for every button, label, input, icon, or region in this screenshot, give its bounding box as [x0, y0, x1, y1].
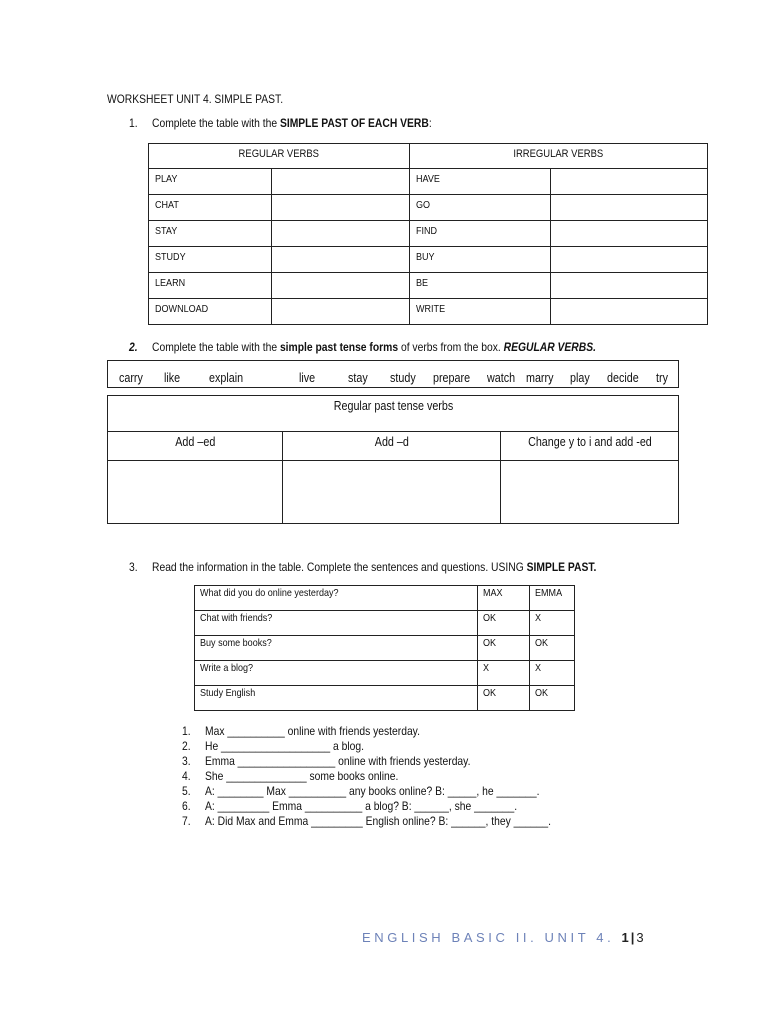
table-row: [195, 686, 575, 711]
page-number: 1: [621, 930, 631, 945]
sentence-item[interactable]: He ___________________ a blog.: [205, 739, 364, 753]
table-cell: X: [535, 612, 542, 624]
table-row: [149, 299, 708, 325]
table-header-cell: MAX: [483, 587, 503, 599]
verb-word: watch: [487, 371, 516, 385]
column-header-add-ed: Add –ed: [108, 432, 283, 461]
table-row: [149, 273, 708, 299]
table-cell: Buy some books?: [200, 637, 272, 649]
regular-past-table: [107, 395, 679, 524]
answer-cell[interactable]: [551, 169, 708, 195]
answer-cell[interactable]: [551, 299, 708, 325]
table-row: [149, 195, 708, 221]
sentence-number: 6.: [182, 799, 191, 813]
table-cell: OK: [483, 637, 497, 649]
verb-word: play: [570, 371, 590, 385]
page-total: 3: [636, 930, 645, 945]
irregular-verb: WRITE: [416, 303, 446, 315]
table-cell: OK: [535, 687, 549, 699]
online-activities-table: [194, 585, 575, 711]
sentence-number: 2.: [182, 739, 191, 753]
verb-word: stay: [348, 371, 368, 385]
answer-cell[interactable]: [272, 299, 410, 325]
answer-cell[interactable]: [551, 247, 708, 273]
table-cell: OK: [483, 612, 497, 624]
verb-word: marry: [526, 371, 554, 385]
answer-cell[interactable]: [551, 221, 708, 247]
table-cell: OK: [535, 637, 549, 649]
answer-cell[interactable]: [272, 221, 410, 247]
sentence-item[interactable]: A: Did Max and Emma _________ English online? B: ______, they ______.: [205, 814, 551, 828]
table-cell: Study English: [200, 687, 256, 699]
table-cell: OK: [483, 687, 497, 699]
irregular-verb: HAVE: [416, 173, 440, 185]
answer-cell[interactable]: [551, 273, 708, 299]
section2-number: 2.: [129, 340, 138, 354]
table-cell: Chat with friends?: [200, 612, 273, 624]
table-row: [149, 169, 708, 195]
table-cell: X: [535, 662, 542, 674]
column-header-add-d: Add –d: [283, 432, 501, 461]
regular-verb: PLAY: [155, 173, 178, 185]
irregular-verb: BUY: [416, 251, 435, 263]
answer-cell[interactable]: [501, 461, 679, 524]
answer-cell[interactable]: [272, 169, 410, 195]
table-row: [149, 247, 708, 273]
sentence-item[interactable]: A: _________ Emma __________ a blog? B: ______, she _______.: [205, 799, 518, 813]
verb-word: live: [299, 371, 316, 385]
irregular-verb: FIND: [416, 225, 438, 237]
table-row: [195, 636, 575, 661]
verb-word: study: [390, 371, 416, 385]
answer-cell[interactable]: [108, 461, 283, 524]
sentence-item[interactable]: Max __________ online with friends yesterday.: [205, 724, 420, 738]
section1-number: 1.: [129, 116, 138, 130]
answer-cell[interactable]: [272, 273, 410, 299]
regular-verb: LEARN: [155, 277, 186, 289]
section3-instruction: Read the information in the table. Complete the sentences and questions. USING SIMPLE PAST.: [152, 560, 597, 574]
sentence-number: 1.: [182, 724, 191, 738]
verb-word: explain: [209, 371, 244, 385]
regular-verbs-header: REGULAR VERBS: [149, 144, 410, 169]
section3-number: 3.: [129, 560, 138, 574]
verb-word: like: [164, 371, 181, 385]
answer-cell[interactable]: [272, 195, 410, 221]
section2-instruction: Complete the table with the simple past tense forms of verbs from the box. REGULAR VERBS.: [152, 340, 596, 354]
answer-cell[interactable]: [272, 247, 410, 273]
table-row: [195, 611, 575, 636]
answer-cell[interactable]: [551, 195, 708, 221]
page-separator: |: [630, 930, 637, 945]
verb-word: prepare: [433, 371, 471, 385]
regular-verb: STAY: [155, 225, 178, 237]
sentence-number: 7.: [182, 814, 191, 828]
sentence-item[interactable]: Emma _________________ online with friends yesterday.: [205, 754, 471, 768]
section1-instruction: Complete the table with the SIMPLE PAST OF EACH VERB:: [152, 116, 432, 130]
sentence-number: 3.: [182, 754, 191, 768]
answer-cell[interactable]: [283, 461, 501, 524]
sentence-number: 4.: [182, 769, 191, 783]
worksheet-title: WORKSHEET UNIT 4. SIMPLE PAST.: [107, 92, 284, 106]
sentence-item[interactable]: A: ________ Max __________ any books online? B: _____, he _______.: [205, 784, 540, 798]
verb-word: try: [656, 371, 668, 385]
regular-verb: DOWNLOAD: [155, 303, 209, 315]
verb-word-box: [107, 360, 679, 388]
sentence-item[interactable]: She ______________ some books online.: [205, 769, 399, 783]
verb-word: decide: [607, 371, 639, 385]
table-cell: Write a blog?: [200, 662, 254, 674]
table-cell: X: [483, 662, 490, 674]
irregular-verbs-header: IRREGULAR VERBS: [410, 144, 708, 169]
sentence-number: 5.: [182, 784, 191, 798]
page-footer: [362, 930, 645, 945]
table-header-cell: EMMA: [535, 587, 563, 599]
table-header-cell: What did you do online yesterday?: [200, 587, 339, 599]
regular-verb: CHAT: [155, 199, 179, 211]
irregular-verb: BE: [416, 277, 429, 289]
footer-text: ENGLISH BASIC II. UNIT 4.: [362, 930, 622, 945]
table-row: [149, 221, 708, 247]
verb-word: carry: [119, 371, 143, 385]
regular-past-title: Regular past tense verbs: [108, 396, 679, 432]
irregular-verb: GO: [416, 199, 431, 211]
simple-past-table: [148, 143, 708, 325]
table-header-row: [195, 586, 575, 611]
column-header-change-y: Change y to i and add -ed: [501, 432, 679, 461]
table-row: [195, 661, 575, 686]
regular-verb: STUDY: [155, 251, 186, 263]
